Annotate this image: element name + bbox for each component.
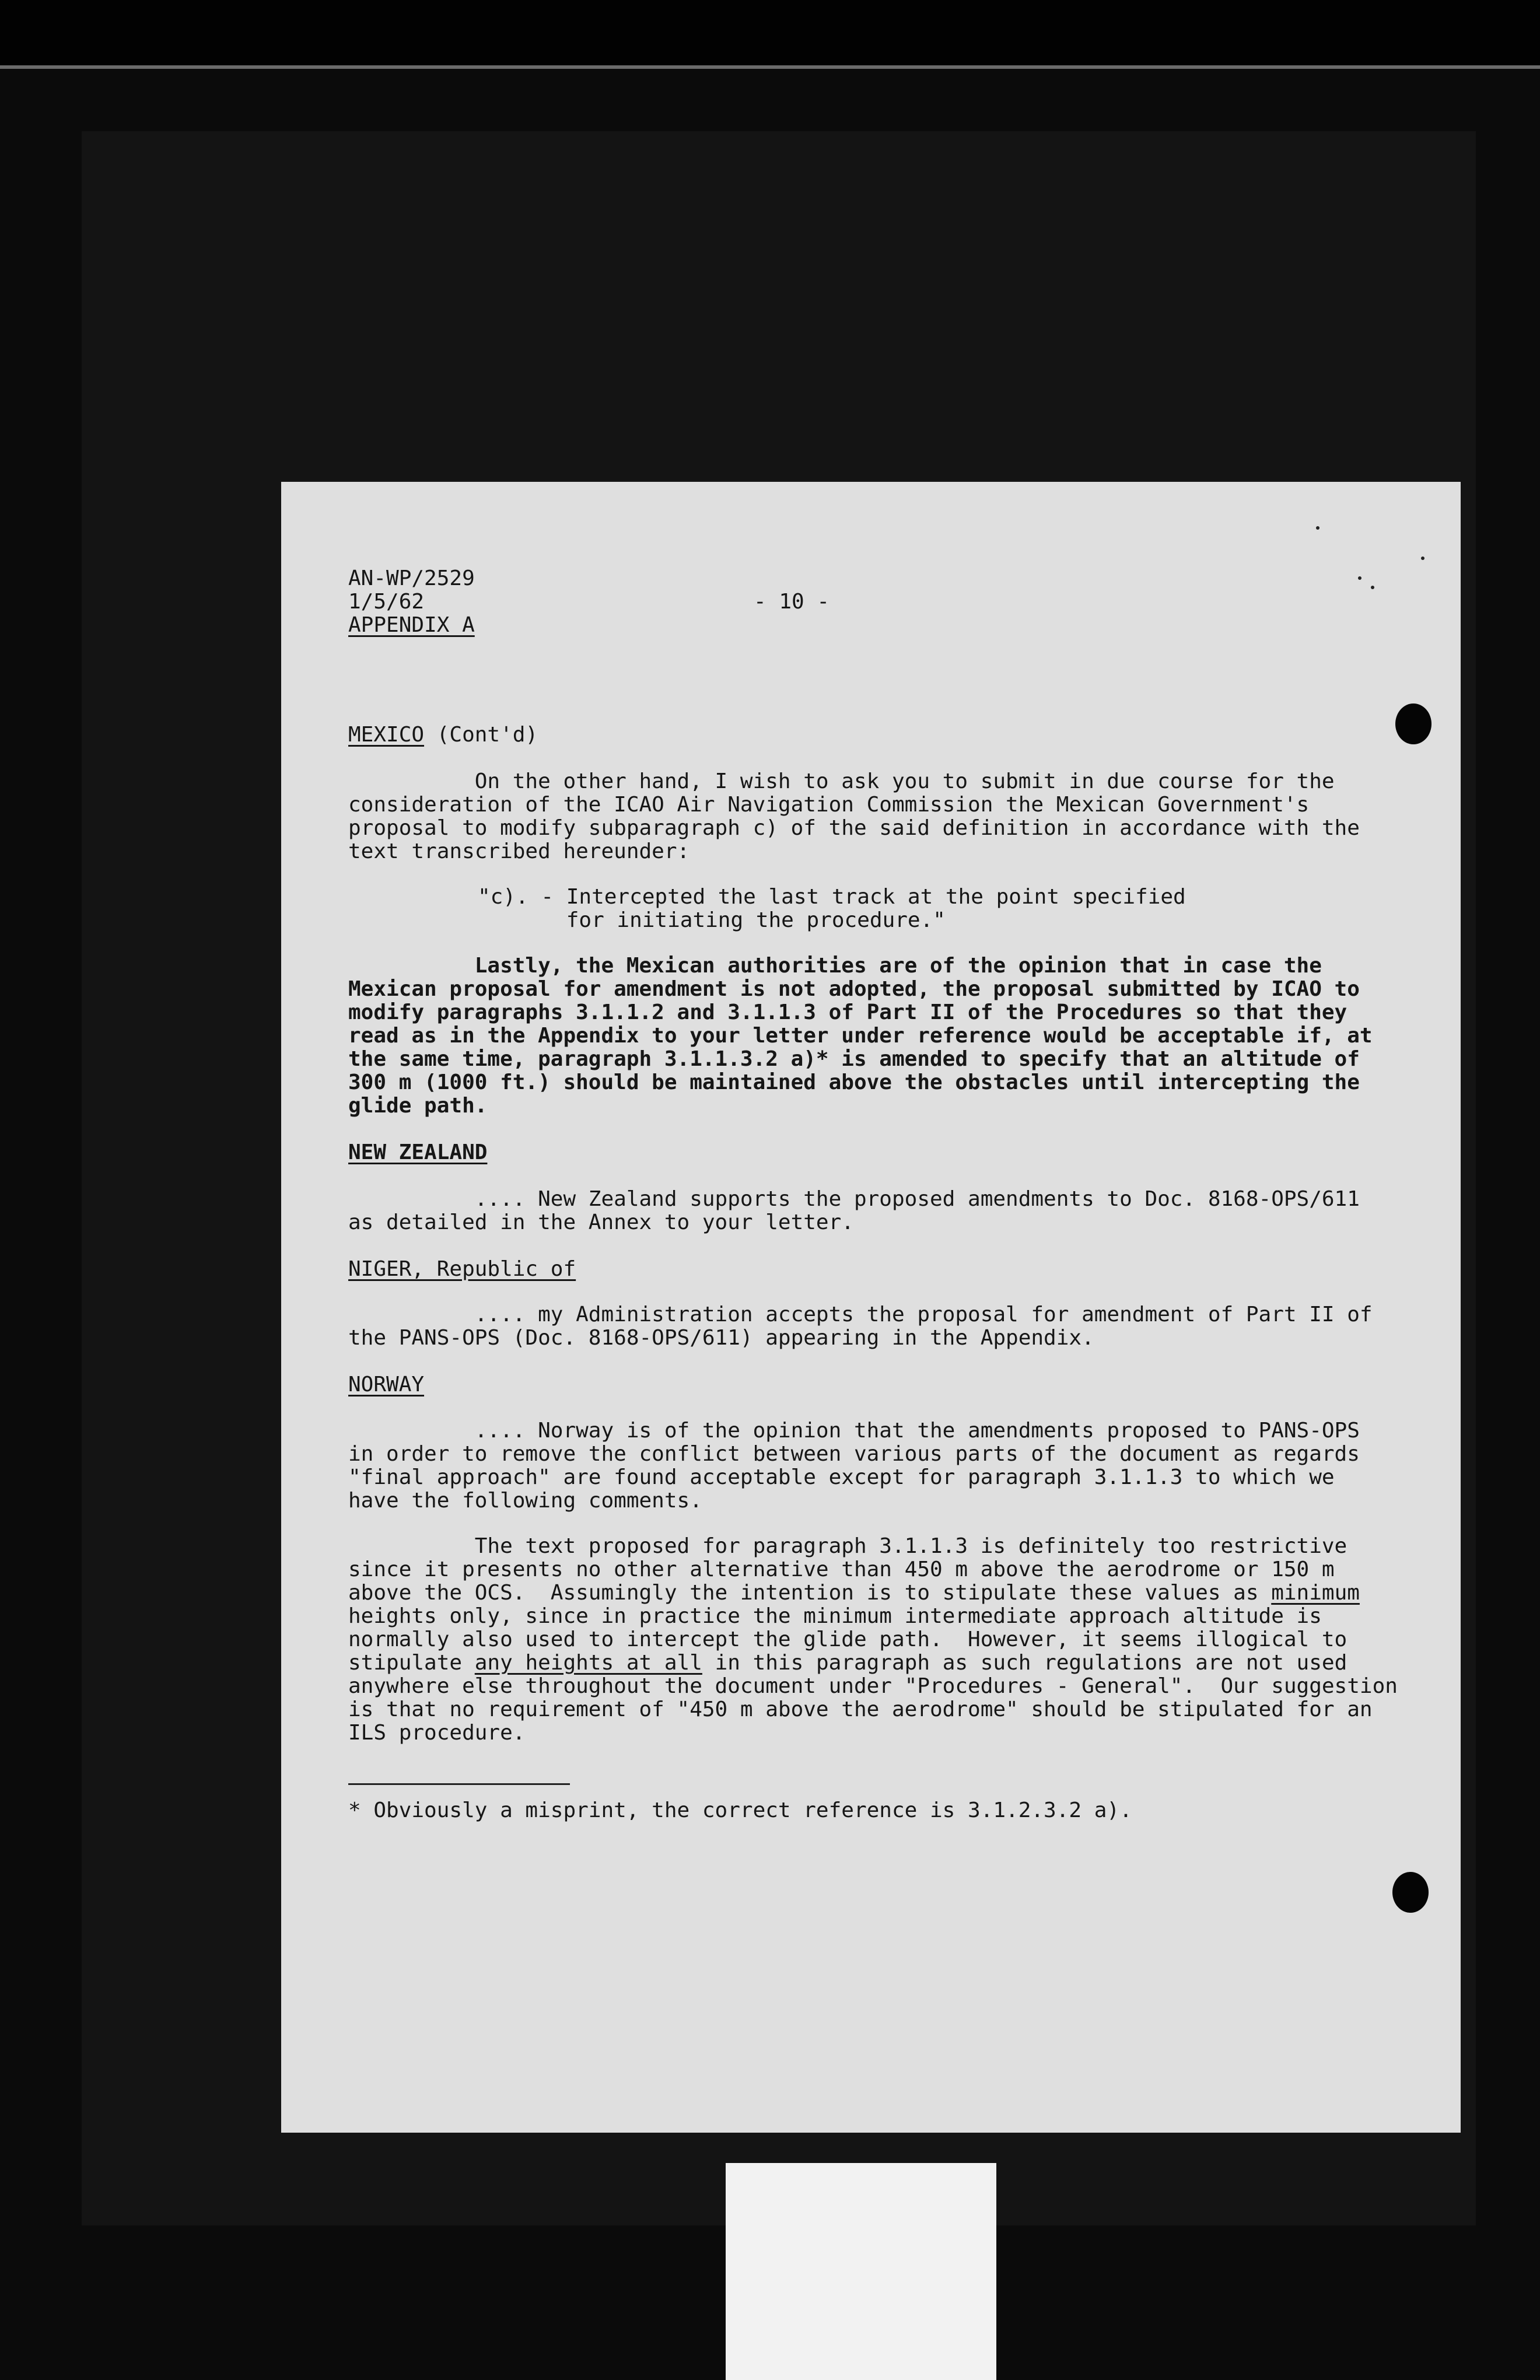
- norway-para1-line: .... Norway is of the opinion that the amendments proposed to PANS-OPS: [348, 1419, 1360, 1443]
- mexico-heading: MEXICO: [348, 723, 425, 747]
- new-zealand-para-line: as detailed in the Annex to your letter.: [348, 1210, 854, 1234]
- appendix-label: APPENDIX A: [348, 613, 475, 637]
- mexico-para1-line: proposal to modify subparagraph c) of the said definition in accordance with the: [348, 816, 1360, 840]
- norway-para2-line: heights only, since in practice the minimum intermediate approach altitude is: [348, 1604, 1322, 1628]
- norway-para2-text: in this paragraph as such regulations are not used: [702, 1651, 1348, 1675]
- scan-top-band: [0, 0, 1540, 65]
- footnote: * Obviously a misprint, the correct reference is 3.1.2.3.2 a).: [348, 1798, 1132, 1822]
- doc-date: 1/5/62: [348, 590, 425, 614]
- norway-para2-line: anywhere else throughout the document under "Procedures - General". Our suggestion: [348, 1674, 1398, 1698]
- niger-para-line: the PANS-OPS (Doc. 8168-OPS/611) appearing in the Appendix.: [348, 1326, 1094, 1350]
- mexico-para1-line: consideration of the ICAO Air Navigation Commission the Mexican Government's: [348, 793, 1310, 817]
- mexico-para1-line: On the other hand, I wish to ask you to submit in due course for the: [348, 769, 1335, 793]
- norway-para2-line: ILS procedure.: [348, 1721, 526, 1745]
- niger-heading: NIGER, Republic of: [348, 1257, 576, 1281]
- norway-para2-text: stipulate: [348, 1651, 475, 1675]
- new-zealand-para-line: .... New Zealand supports the proposed amendments to Doc. 8168-OPS/611: [348, 1187, 1360, 1211]
- norway-para2-line: [348, 1581, 1360, 1605]
- emphasis-minimum: minimum: [1271, 1581, 1360, 1605]
- mexico-quote-line: for initiating the procedure.": [478, 908, 946, 932]
- mexico-para2-line: the same time, paragraph 3.1.1.3.2 a)* is amended to specify that an altitude of: [348, 1047, 1360, 1071]
- scan-film-edge: [0, 65, 1540, 69]
- mexico-heading-suffix: (Cont'd): [424, 723, 538, 747]
- mexico-para2-line: 300 m (1000 ft.) should be maintained above the obstacles until intercepting the: [348, 1070, 1360, 1094]
- doc-reference: AN-WP/2529: [348, 566, 475, 590]
- norway-heading: NORWAY: [348, 1373, 425, 1396]
- white-card: [726, 2163, 996, 2380]
- punch-hole-bottom: [1392, 1872, 1429, 1913]
- norway-para2-text: above the OCS. Assumingly the intention is to stipulate these values as: [348, 1581, 1272, 1605]
- mexico-para2-line: read as in the Appendix to your letter under reference would be acceptable if, at: [348, 1024, 1373, 1048]
- norway-para1-line: in order to remove the conflict between various parts of the document as regards: [348, 1442, 1360, 1466]
- new-zealand-heading: NEW ZEALAND: [348, 1140, 488, 1164]
- norway-para1-line: have the following comments.: [348, 1489, 702, 1513]
- norway-para1-line: "final approach" are found acceptable except for paragraph 3.1.1.3 to which we: [348, 1465, 1335, 1489]
- mexico-para1-line: text transcribed hereunder:: [348, 839, 690, 863]
- mexico-para2-line: glide path.: [348, 1094, 488, 1118]
- niger-para-line: .... my Administration accepts the proposal for amendment of Part II of: [348, 1303, 1373, 1326]
- speck: [1316, 526, 1320, 530]
- punch-hole-top: [1395, 704, 1432, 744]
- norway-para2-line: normally also used to intercept the glide path. However, it seems illogical to: [348, 1628, 1348, 1651]
- emphasis-any-heights: any heights at all: [474, 1651, 702, 1675]
- mexico-quote-line: "c). - Intercepted the last track at the point specified: [478, 885, 1186, 909]
- footnote-rule: [348, 1783, 570, 1785]
- document-page: [281, 482, 1461, 2133]
- page-number: - 10 -: [754, 590, 830, 614]
- norway-para2-line: The text proposed for paragraph 3.1.1.3 is definitely too restrictive: [348, 1534, 1348, 1558]
- norway-para2-line: since it presents no other alternative than 450 m above the aerodrome or 150 m: [348, 1558, 1335, 1581]
- mexico-para2-line: Lastly, the Mexican authorities are of the opinion that in case the: [348, 954, 1322, 978]
- speck: [1371, 586, 1374, 589]
- mexico-para2-line: modify paragraphs 3.1.1.2 and 3.1.1.3 of Part II of the Procedures so that they: [348, 1000, 1348, 1024]
- speck: [1421, 556, 1424, 560]
- mexico-heading-line: [348, 723, 538, 747]
- norway-para2-line: [348, 1651, 1347, 1675]
- norway-para2-line: is that no requirement of "450 m above the aerodrome" should be stipulated for an: [348, 1698, 1373, 1721]
- mexico-para2-line: Mexican proposal for amendment is not adopted, the proposal submitted by ICAO to: [348, 977, 1360, 1001]
- speck: [1358, 576, 1362, 580]
